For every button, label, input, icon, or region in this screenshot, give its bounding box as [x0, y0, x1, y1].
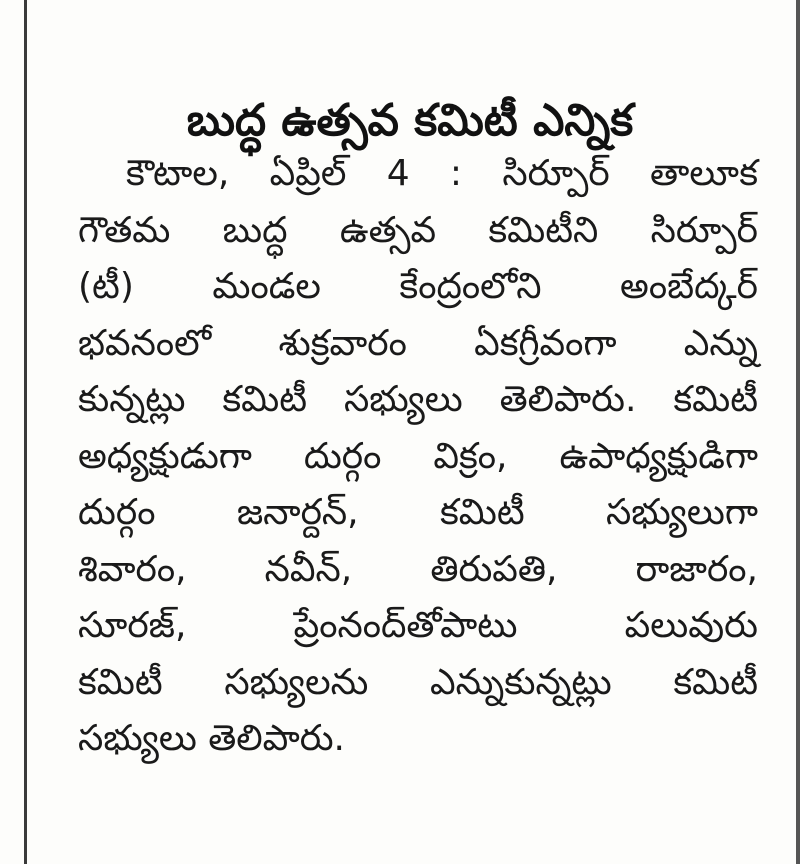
article-line: అధ్యక్షుడుగా దుర్గం విక్రం, ఉపాధ్యక్షుడిగా	[78, 435, 758, 477]
article-line: భవనంలో శుక్రవారం ఏకగ్రీవంగా ఎన్ను	[78, 322, 758, 364]
article-line: గౌతమ బుద్ధ ఉత్సవ కమిటీని సిర్పూర్	[78, 209, 758, 251]
article-line: శివారం, నవీన్, తిరుపతి, రాజారం,	[78, 548, 758, 590]
column-rule-right	[796, 0, 800, 864]
article-line: (టీ) మండల కేంద్రంలోని అంబేద్కర్	[78, 266, 758, 307]
article-line: కౌటాల, ఏప్రిల్ 4 : సిర్పూర్ తాలూక	[126, 153, 758, 194]
article-headline: బుద్ధ ఉత్సవ కమిటీ ఎన్నిక	[186, 95, 634, 147]
article-body	[78, 146, 758, 768]
article-line: సభ్యులు తెలిపారు.	[78, 718, 346, 759]
article-line: దుర్గం జనార్దన్, కమిటీ సభ్యులుగా	[78, 492, 758, 533]
article-line: కమిటీ సభ్యులను ఎన్నుకున్నట్లు కమిటీ	[78, 661, 758, 703]
column-rule-left	[24, 0, 27, 864]
article-line: సూరజ్, ప్రేంనంద్‌తోపాటు పలువురు	[78, 605, 758, 646]
article-line: కున్నట్లు కమిటీ సభ్యులు తెలిపారు. కమిటీ	[78, 379, 758, 420]
